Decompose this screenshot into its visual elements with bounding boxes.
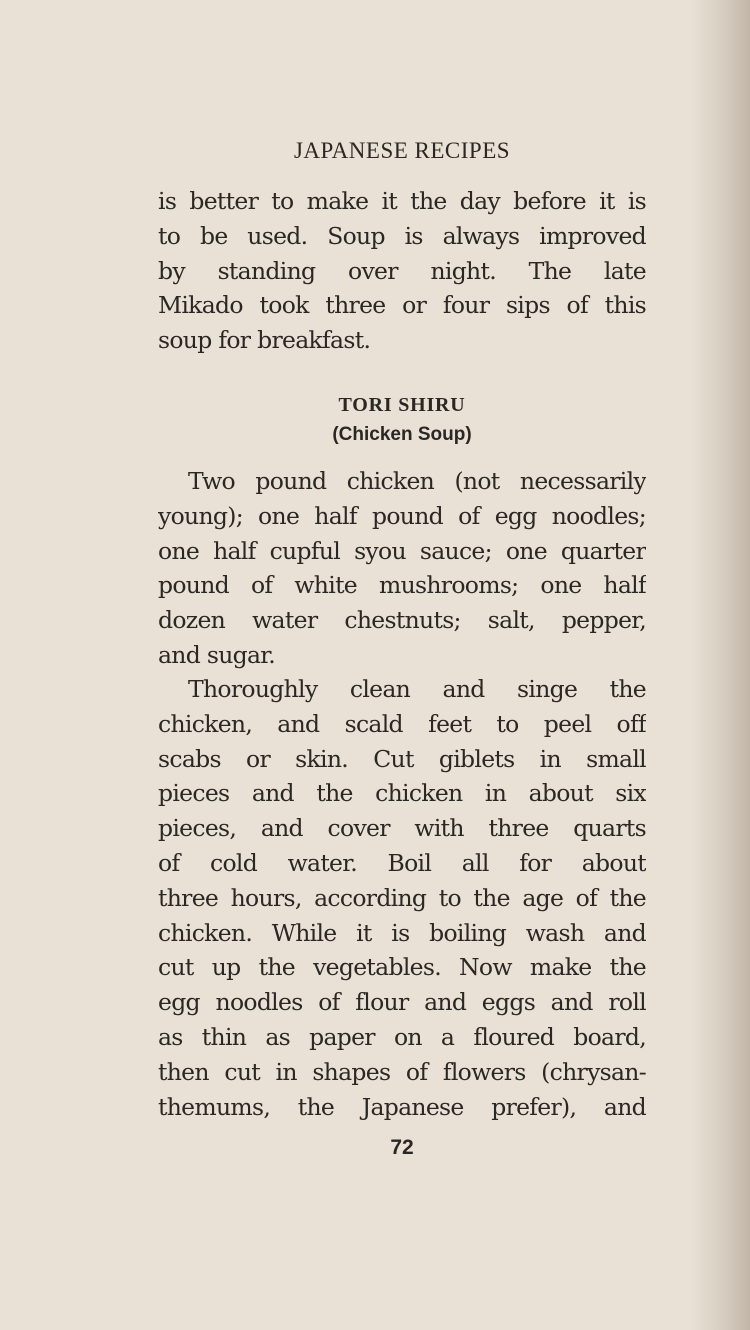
text-line: three hours, according to the age of the (158, 883, 646, 912)
running-head: JAPANESE RECIPES (293, 138, 511, 163)
text-line: pound of white mushrooms; one half (158, 571, 646, 600)
text-line: then cut in shapes of flowers (chrysan- (158, 1057, 646, 1086)
continuation-paragraph (158, 184, 646, 358)
text-line: to be used. Soup is always improved (158, 221, 646, 250)
text-line: soup for breakfast. (158, 326, 371, 355)
method-paragraph (158, 672, 646, 1124)
text-line: Thoroughly clean and singe the (188, 675, 646, 703)
text-line: of cold water. Boil all for about (158, 848, 646, 877)
text-line: dozen water chestnuts; salt, pepper, (158, 606, 646, 635)
text-line: scabs or skin. Cut giblets in small (158, 744, 646, 773)
page-number: 72 (390, 1136, 414, 1159)
text-line: pieces and the chicken in about six (158, 779, 646, 808)
text-line: egg noodles of flour and eggs and roll (158, 988, 646, 1017)
recipe-title: TORI SHIRU (338, 394, 466, 416)
recipe-subtitle: (Chicken Soup) (332, 424, 472, 445)
text-line: and sugar. (158, 640, 276, 669)
text-line: Mikado took three or four sips of this (158, 291, 646, 320)
text-line: Two pound chicken (not necessarily (188, 467, 646, 495)
text-line: as thin as paper on a floured board, (158, 1022, 646, 1051)
text-line: is better to make it the day before it is (158, 187, 646, 215)
ingredients-paragraph (158, 464, 646, 673)
text-line: one half cupful syou sauce; one quarter (158, 536, 646, 565)
text-line: chicken. While it is boiling wash and (158, 918, 646, 947)
text-line: cut up the vegetables. Now make the (158, 953, 646, 982)
text-line: pieces, and cover with three quarts (158, 814, 646, 843)
text-line: themums, the Japanese prefer), and (158, 1092, 646, 1121)
text-line: young); one half pound of egg noodles; (158, 501, 646, 530)
text-line: by standing over night. The late (158, 256, 646, 285)
text-line: chicken, and scald feet to peel off (158, 709, 646, 738)
